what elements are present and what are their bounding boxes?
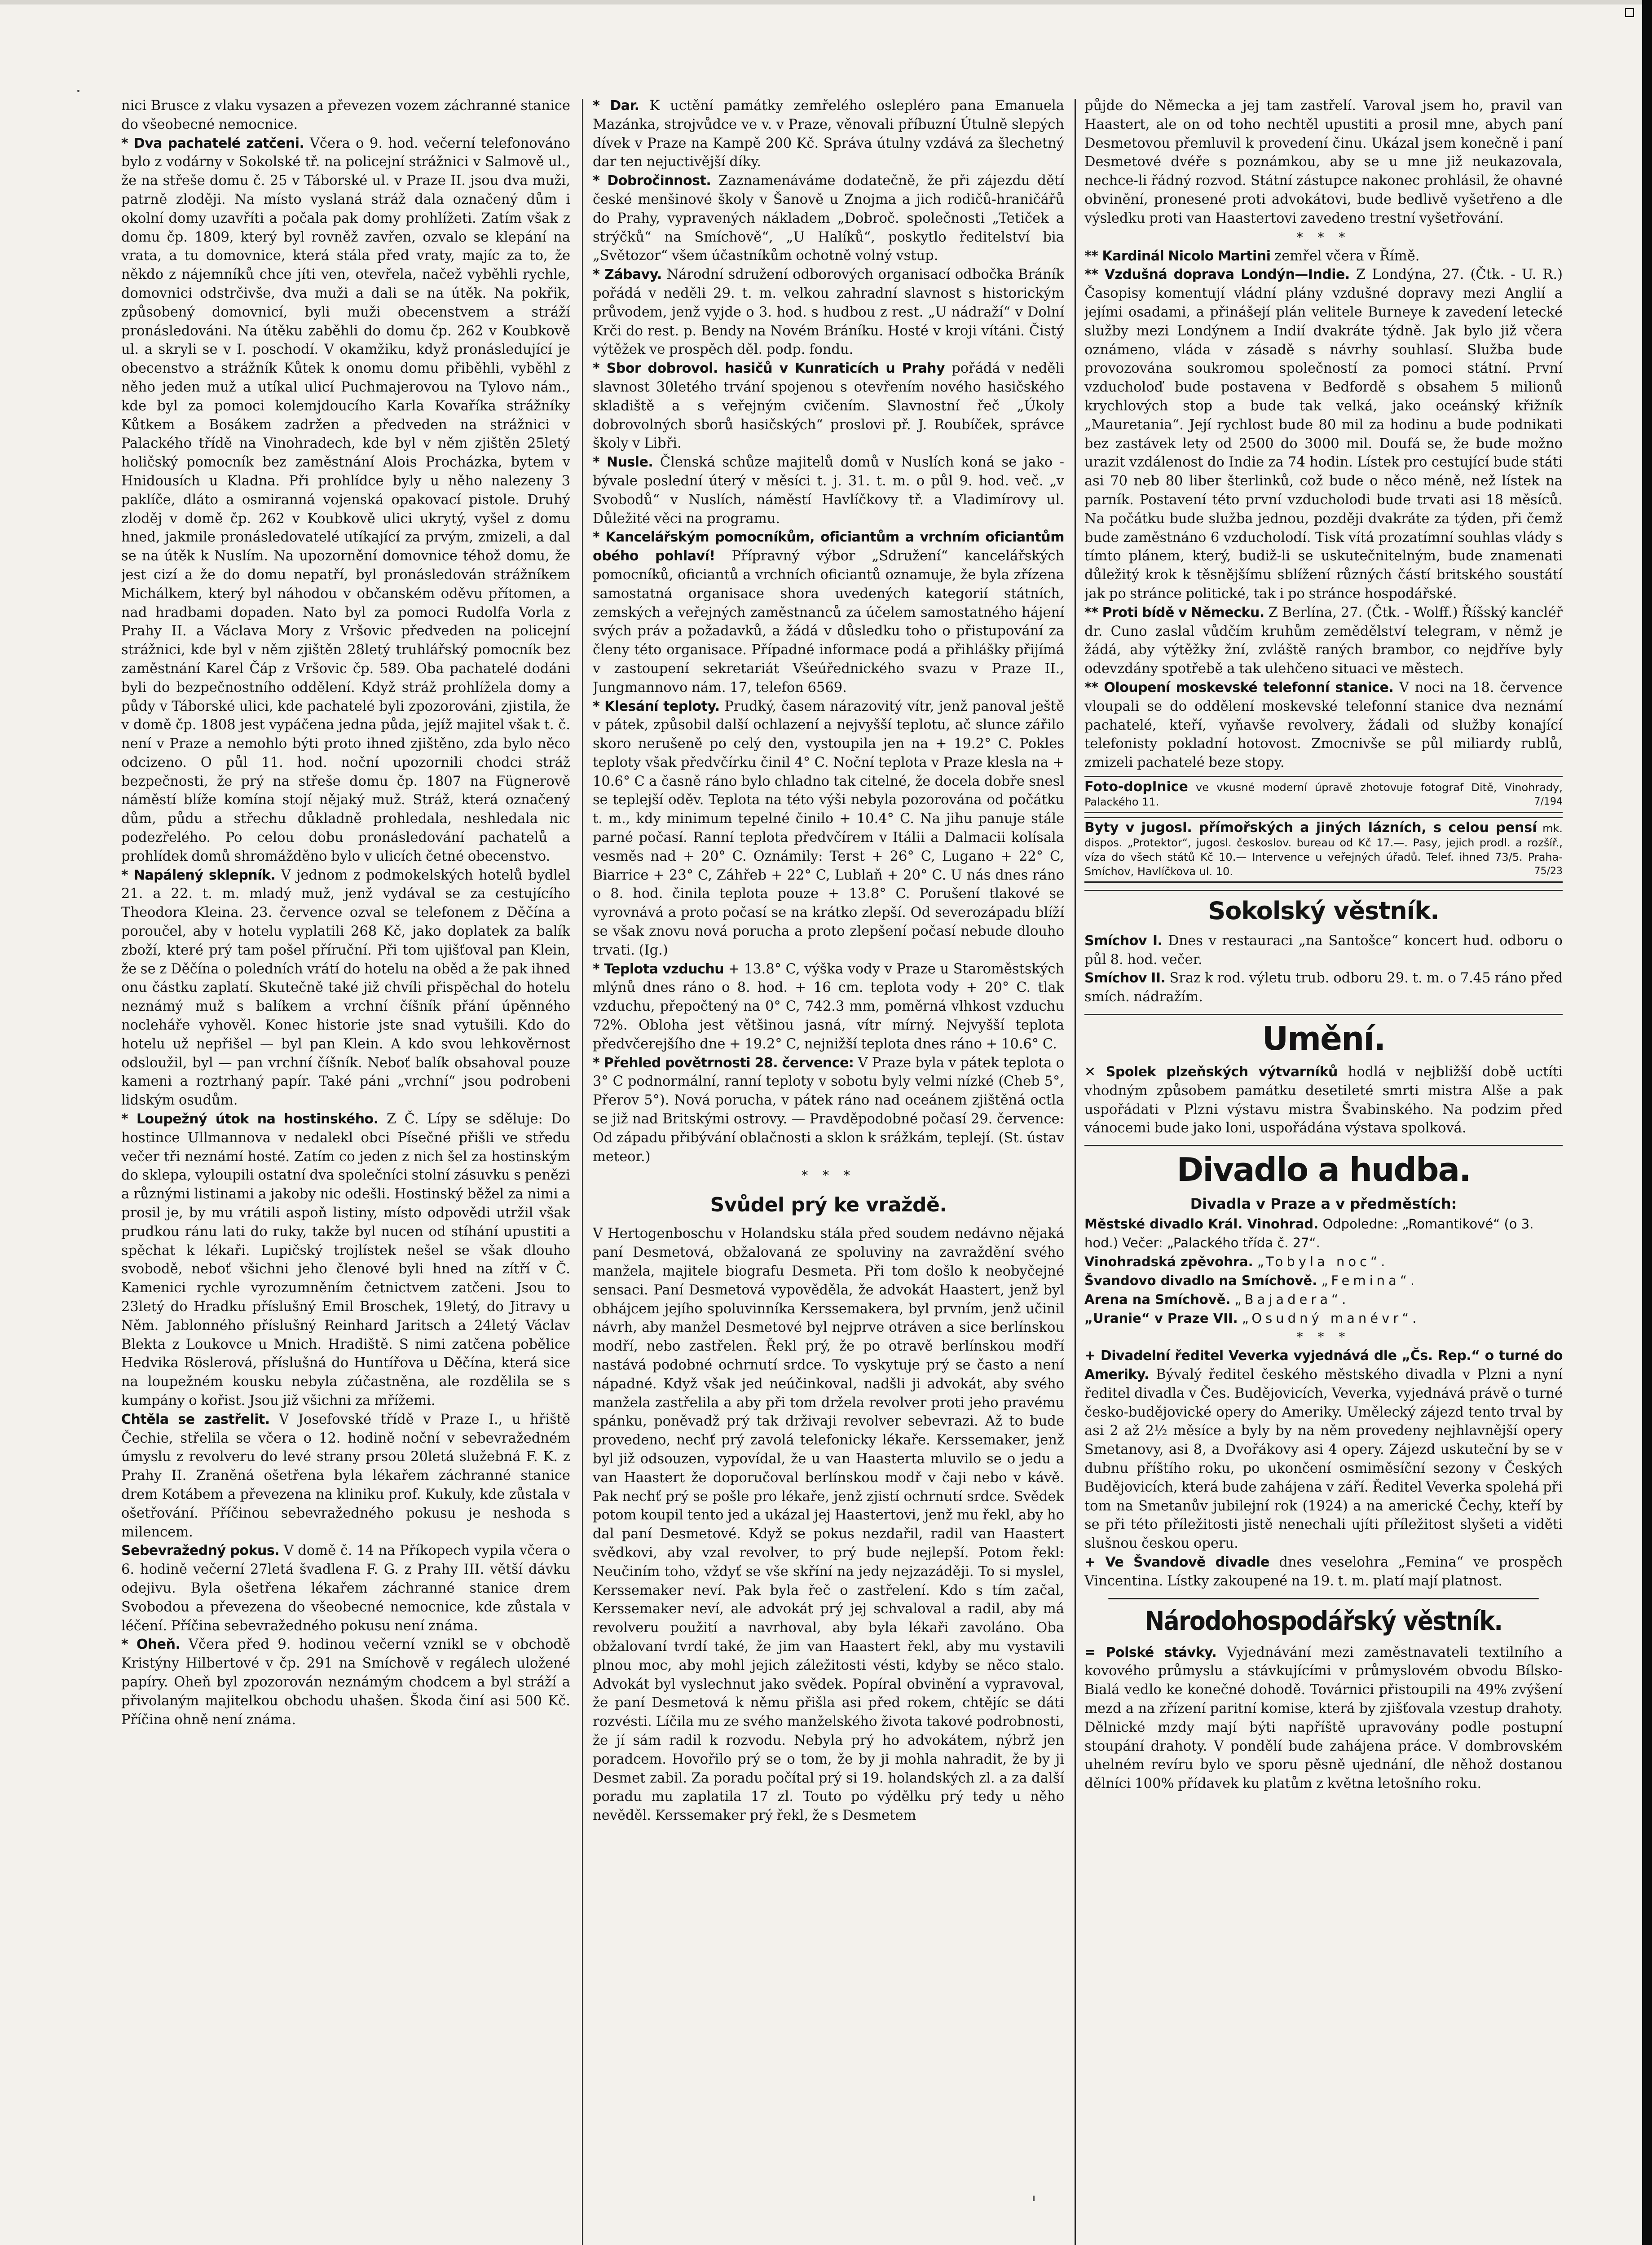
news-item: * Oheň. Včera před 9. hodinou večerní vznikl se v obchodě Kristýny Hilbertové v čp. 291 na Smíchově v regálech uložené papíry. Oheň byl zpozorován neznámým chodcem a byl stráží a přivolaným majitelkou obchodu uhašen. Škoda činí asi 500 Kč. Příčina ohně není známa. xyxy=(121,1637,570,1728)
item-headline: * Nusle. xyxy=(593,454,653,471)
news-item: * Kancelářským pomocníkům, oficiantům a vrchním oficiantům obého pohlaví! Přípravný výbor „Sdružení“ kancelářských pomocníků, oficiantů a vrchních oficiantů oznamuje, že byla zřízena samostatná organisace shora uvedených kategorií státních, zemských a veřejných zaměstnanců za účelem samostatného hájení svých práv a požadavků, a žádá v důsledku toho o přistupování za členy této organisace. Případné informace podá a přihlášky přijímá v zastoupení sekretariát Všeúřednického svazu v Praze II., Jungmannovo nám. 17, telefon 6569. xyxy=(593,529,1064,696)
theatre-listing-subheading: Divadla v Praze a v předměstích: xyxy=(1190,1195,1457,1213)
news-item: * Zábavy. Národní sdružení odborových organisací odbočka Bráník pořádá v neděli 29. t. m. velkou zahradní slavnost s historickým průvodem, jenž vyjde o 3. hod. s hudbou z rest. „U nádraží“ v Dolní Krči do rest. p. Bendy na Novém Bráníku. Hosté v kroji vítáni. Čistý výtěžek ve prospěch děl. podp. fondu. xyxy=(593,267,1064,358)
item-headline: ** Oloupení moskevské telefonní stanice. xyxy=(1084,679,1394,696)
item-headline: * Přehled povětrnosti 28. července: xyxy=(593,1055,854,1071)
news-item: + Ve Švandově divadle dnes veselohra „Femina“ ve prospěch Vincentina. Lístky zakoupené na 19. t. m. platí mají platnost. xyxy=(1084,1554,1563,1589)
page-corner-mark xyxy=(1625,8,1634,17)
news-item: * Sbor dobrovol. hasičů v Kunraticích u Prahy pořádá v neděli slavnost 30letého trvání spojenou s otevřením nového hasičského skladiště a s veřejným cvičením. Slavnostní řeč „Úkoly dobrovolných sborů hasičských“ proslovi př. J. Roubíček, správce školy v Libři. xyxy=(593,361,1064,452)
classified-ad: Byty v jugosl. přímořských a jiných lázních, s celou pensí mk. dispos. „Protektor“, jugosl. českoslov. bureau od Kč 17.—. Pasy, jejich prodl. a rozšíř., víza do všech států Kč 10.— Intervence u veřejných úřadů. Telef. ihned 73/5. Praha-Smíchov, Havlíčkova ul. 10. 75/23 xyxy=(1084,817,1563,883)
item-headline: * Teplota vzduchu xyxy=(593,961,724,977)
news-item: * Dar. K uctění památky zemřelého oslepléro pana Emanuela Mazánka, strojvůdce ve v. v Praze, věnovali příbuzní Útulně slepých dívek v Praze na Kampě 200 Kč. Správa útulny vzdává za šlechetný dar ten nejuctivější díky. xyxy=(593,98,1064,170)
item-headline: * Loupežný útok na hostinského. xyxy=(121,1111,379,1127)
theatre-listing: Arena na Smíchově. „Bajadera“. xyxy=(1084,1292,1350,1307)
theatre-listing: Městské divadlo Král. Vinohrad. Odpoledne: „Romantikové“ (o 3. hod.) Večer: „Palackého třída č. 27“. xyxy=(1084,1216,1534,1251)
item-headline: * Zábavy. xyxy=(593,267,662,283)
news-item: + Divadelní ředitel Veverka vyjednává dle „Čs. Rep.“ o turné do Ameriky. Bývalý ředitel českého městského divadla v Plzni a nyní ředitel divadla v Čes. Budějovicích, Veverka, vyjednává právě o turné česko-budějovické opery do Ameriky. Umělecký zájezd tento trval by asi 2 až 2½ měsíce a byly by na něm provedeny nejhlavnější opery Smetanovy, asi 8, a Dvořákovy asi 4 opery. Zájezd uskuteční by se v dubnu příštího roku, po ukončení osmiměsíční sezony v Českých Budějovicích, která bude zahájena v září. Ředitel Veverka spolehá při tom na Smetanův jubilejní rok (1924) a na americké Čechy, kteří by se při této příležitosti jistě nenechali ujíti příležitost slyšeti a viděti slušnou českou operu. xyxy=(1084,1348,1563,1552)
news-item: * Napálený sklepník. V jednom z podmokelských hotelů bydlel 21. a 22. t. m. mladý muž, jenž vydával se za cestujícího Theodora Kleina. 23. července ozval se telefonem z Děčína a poroučel, aby v hotelu vyplatili 268 Kč, jako doplatek za balík zboží, které prý tam pošel příruční. Při tom ujišťoval pan Klein, že se z Děčína o poledních vrátí do hotelu na oběd a že pak ihned onu částku zaplatí. Skutečně také již chvíli přispěchal do hotelu neznámý muž s balíkem a vrchní číšník přání úpěnného nocleháře vyhověl. Konec historie jste snad vytušili. Kdo do hotelu už nepřišel — byl pan Klein. A kdo svou lehkověrnost odsloužil, byl — pan vrchní číšník. Neboť balík obsahoval pouze kameni a roztrhaný papír. Také páni „vrchní“ jsou podrobeni lidským osudům. xyxy=(121,867,570,1109)
item-headline: * Oheň. xyxy=(121,1637,181,1653)
theatre-listing: Vinohradská zpěvohra. „Tobyla noc“. xyxy=(1084,1254,1389,1270)
section-heading-narodohospodarsky: Národohospodářský věstník. xyxy=(1108,1598,1539,1640)
news-item: * Nusle. Členská schůze majitelů domů v Nuslích koná se jako - bývale poslední úterý v měsíci t. j. 31. t. m. o půl 9. hod. več. „v Svobodů“ v Nuslích, náměstí Havlíčkovy tř. a Vladimírovy ul. Důležité věci na programu. xyxy=(593,454,1064,527)
classified-ad: Foto-doplnice ve vkusné moderní úpravě zhotovuje fotograf Ditě, Vinohrady, Palackého 11. 7/194 xyxy=(1084,776,1563,813)
section-heading-umeni: Umění. xyxy=(1084,1014,1563,1059)
news-item: ** Vzdušná doprava Londýn—Indie. Z Londýna, 27. (Čtk. - U. R.) Časopisy komentují vládní plány vzdušné dopravy mezi Anglií a jejími osadami, a přinášejí plán velitele Burneye k zavedení letecké služby mezi Londýnem a Indií dvakráte týdně. Jak bylo již včera oznámeno, vláda v zásadě s návrhy souhlasí. Služba bude provozována soukromou společností za pomoci státní. První vzducholoď bude postavena v Bedfordě s obsahem 5 milionů krychlových stop a bude tak velká, jako oceánský křižník „Mauretania“. Její rychlost bude 80 mil za hodinu a bude podnikati bez zastávek lety od 2500 do 3000 mil. Doufá se, že bude možno urazit vzdálenost do Indie za 74 hodin. Lístek pro cestující bude státi asi 70 neb 80 liber šterlinků, což bude o něco méně, než lístek na parník. Postavení této první vzducholodi bude trvati asi 18 měsíců. Na počátku bude služba jednou, později dvakráte za týden, při čemž bude zaměstnáno 6 vzducholodí. Tisk vítá prozatímní souhlas vlády s tímto plánem, který, budiž-li se uskutečnitelným, bude znamenati důležitý krok k těsnějšímu sblížení různých částí britského soustátí jak po stránce politické, tak i po stránce hospodářské. xyxy=(1084,267,1563,602)
separator-stars: * * * xyxy=(1296,229,1351,245)
separator-stars: * * * xyxy=(1296,1329,1351,1345)
news-item: * Teplota vzduchu + 13.8° C, výška vody v Praze u Staroměstských mlýnů dnes ráno o 8. hod. + 16 cm. teplota vody + 20° C. tlak vzduchu, přepočtený na 0° C, 742.3 mm, poměrná vlhkost vzduchu 72%. Obloha jest většinou jasná, vítr mírný. Nejvyšší teplota předvčerejšího dne + 19.2° C, nejnižší teplota dnes ráno + 10.6° C. xyxy=(593,961,1064,1052)
column-rule xyxy=(1075,99,1076,2245)
item-headline: Sebevražedný pokus. xyxy=(121,1543,280,1559)
item-headline: * Dobročinnost. xyxy=(593,173,711,189)
theatre-listing: Švandovo divadlo na Smíchově. „Femina“. xyxy=(1084,1273,1419,1289)
news-item: ✕ Spolek plzeňských výtvarníků hodlá v nejbližší době uctíti vhodným způsobem památku desetileté smrti mistra Alše a pak uspořádati v Plzni výstavu mistra Švabinského. Na podzim před vánocemi bude jako loni, uspořádána výstava spolková. xyxy=(1084,1064,1563,1136)
item-headline: * Dva pachatelé zatčeni. xyxy=(121,135,304,151)
item-headline: * Kancelářským pomocníkům, oficiantům a vrchním oficiantům obého pohlaví! xyxy=(593,529,1064,564)
news-item: ** Oloupení moskevské telefonní stanice. V noci na 18. července vloupali se do oddělení moskevské telefonní stanice dva neznámí pachatelé, kteří, vyňavše revolvery, žádali od služby konající telefonisty pokladní hotovost. Zmocnivše se půl miliardy rublů, zmizeli pachatelé beze stopy. xyxy=(1084,679,1563,771)
item-headline: ** Vzdušná doprava Londýn—Indie. xyxy=(1084,267,1350,283)
news-item: Smíchov I. Dnes v restauraci „na Santošce“ koncert hud. odboru o půl 8. hod. večer. xyxy=(1084,933,1563,968)
item-headline: * Klesání teploty. xyxy=(593,698,720,714)
news-item: ** Kardinál Nicolo Martini zemřel včera v Římě. xyxy=(1084,248,1420,264)
article-body: V Hertogenboschu v Holandsku stála před soudem nedávno nějaká paní Desmetová, obžalovaná ze spoluviny na zavraždění svého manžela, majitele biografu Desmeta. Při tom došlo k neobyčejné sensaci. Paní Desmetová vypověděla, že advokát Haastert, jenž byl obhájcem jejího spoluvinníka Kerssemakera, byl prvním, jenž učinil návrh, aby manžel Desmetové byl nejprve otráven a sice berlínskou modří, nebo zastřelen. Řekl prý, že po otravě berlínskou modří nastává podobné ochrnutí srdce. To vyskytuje prý se často a není nápadné. Když však jed neúčinkoval, nadšli ji advokát, aby svého manžela zastřelila a aby při tom držela revolver proti jeho pravému spánku, poněvadž prý tak drživaji revolver sebevrazi. Až to bude provedeno, nechť prý zavolá telefonicky lékaře. Kerssemaker, jenž byl již odsouzen, vypovídal, že u van Haasterta mluvilo se o jedu a van Haastert že doporučoval berlínskou modř v čaji nebo v kávě. Pak nechť prý se pošle pro lékaře, jenž zjistí ochrnutí srdce. Svědek potom koupil tento jed a ukázal jej Haastertovi, jenž mu řekl, aby ho dal paní Desmetové. Když se pokus nezdařil, radil van Haastert svědkovi, aby vzal revolver, to prý bude nejlepší. Potom řekl: Neučiním toho, vždyť se vše skříní na jedy nejzazáději. To si myslel, Kerssemaker neví. Pak byla řeč o zastřelení. Kdo s tím začal, Kerssemaker neví, ale advokát prý jej schvaloval a radil, aby má revolveru použití a navrhoval, aby byla lékaři zavoláno. Oba obžalovaní tvrdí také, že jim van Haastert řekl, aby mu vystavili plnou moc, aby mohl jejich záležitosti vésti, kdyby se něco stalo. Advokát byl vyslechnut jako svědek. Popíral obvinění a vypravoval, že paní Desmetová k němu přišla asi před rokem, chtějíc se dáti rozvésti. Líčila mu ze svého manželského života takové podrobnosti, že jí sám radil k rozvodu. Nebyla prý ho advokátem, nýbrž jen poradcem. Hovořilo prý se o tom, že by ji mohla nahradit, že by ji Desmet zabil. Za poradu počítal prý si 19. holandských zl. a za další poradu mu zaplatila 17 zl. Touto po výdělku prý tedy u něho nevěděl. Kerssemaker prý řekl, že s Desmetem xyxy=(593,1226,1064,1824)
news-item: Sebevražedný pokus. V domě č. 14 na Příkopech vypila včera o 6. hodině večerní 27letá švadlena F. G. z Prahy III. větší dávku odejivu. Byla ošetřena lékařem záchranné stanice drem Svobodou a převezena do všeobecné nemocnice, kde zůstala v léčení. Příčina sebevražedného pokusu není známa. xyxy=(121,1543,570,1634)
scan-speck xyxy=(77,90,79,92)
scan-right-border xyxy=(1642,0,1652,2245)
section-heading-sokol: Sokolský věstník. xyxy=(1084,890,1563,928)
news-item: ** Proti bídě v Německu. Z Berlína, 27. (Čtk. - Wolff.) Říšský kancléř dr. Cuno zaslal vůdčím kruhům zemědělství telegram, v němž je žádá, aby výtěžky žní, zvláště raných brambor, co nejdříve byly odevzdány spotřebě a tak ulehčeno situaci ve městech. xyxy=(1084,604,1563,677)
news-item: nici Brusce z vlaku vysazen a převezen vozem záchranné stanice do všeobecné nemocnice. xyxy=(121,98,570,132)
article-headline: Svůdel prý ke vraždě. xyxy=(710,1193,947,1217)
news-item: * Dobročinnost. Zaznamenáváme dodatečně, že při zájezdu dětí české menšinové školy v Šanově u Znojma a jich rodičů-hraničářů do Prahy, vypravených nákladem „Dobroč. společnosti „Tetiček a strýčků“ na Smíchově“, „U Halíků“, poskytlo ředitelství bia „Světozor“ všem účastníkům ochotně volný vstup. xyxy=(593,173,1064,264)
section-heading-divadlo: Divadlo a hudba. xyxy=(1084,1145,1563,1190)
item-headline: * Sbor dobrovol. hasičů v Kunraticích u Prahy xyxy=(593,361,945,377)
news-item: Smíchov II. Sraz k rod. výletu trub. odboru 29. t. m. o 7.45 ráno před smích. nádražím. xyxy=(1084,970,1563,1005)
news-item: * Loupežný útok na hostinského. Z Č. Lípy se sděluje: Do hostince Ullmannova v nedalekl obci Písečné přišli ve středu večer tři neznámí hosté. Zatím co jeden z nich šel za hostinským do sklepa, vyloupili ostatní dva společníci stolní zásuvku s penězi a různými listinami a jakoby nic odešli. Hostinský běžel za nimi a prosil je, by mu vrátili aspoň listiny, místo odpovědi utržil však prudkou ránu lati do ruky, takže byl nucen od stíhání upustiti a spěchat k lékaři. Lupičský trojlístek nešel se však dlouho svobodě, neboť všichni jeho členové byli hned na zítří v Č. Kamenici rychle vyrozumněním četnictvem zatčeni. Jsou to 23letý do Hradku příslušný Emil Broschek, 19letý, do Jitravy u Něm. Jablonného příslušný Reinhard Jaritsch a 24letý Václav Blekta z Loukovce u Mnich. Hradiště. S nimi zatčena pobělice Hedvika Röslerová, příslušná do Huntířova u Děčína, která sice na loupežném kousku nebyla zúčastněna, ale rozdělila se s kumpány o kořist. Jsou již všichni za mřížemi. xyxy=(121,1111,570,1409)
news-item: * Dva pachatelé zatčeni. Včera o 9. hod. večerní telefonováno bylo z vodárny v Sokolské tř. na policejní strážnici v Salmově ul., že na střeše domu č. 25 v Táborské ul. v Praze II. jsou dva muži, patrně zloději. Na místo vyslaná stráž dala označený dům i okolní domy uzavříti a počala pak domy prohlížeti. Zatím však z domu čp. 1809, který byl rovněž zavřen, ozvalo se klepání na vrata, a tu domovnice, která stála před vraty, majíc za to, že někdo z nájemníků chce jíti ven, otevřela, načež vyběhli rychle, domovnici odstrčivše, dva muži a dali se na útěk. Na pokřik, způsobený domovnicí, byli muži obecenstvem a stráží pronásledováni. Na útěku zaběhli do domu čp. 262 v Koubkově ul. a skryli se v I. poschodí. V okamžiku, když pronásledující je obecenstvo a strážník Kůtek k onomu domu přiběhli, vyběhl z něho jeden muž a utíkal ulicí Puchmajerovou na Tylovo nám., kde byl za pomoci kolemjdoucího Karla Kovaříka strážníky Kůtkem a Bosákem zadržen a předveden na strážnici v Palackého třídě na Vinohradech, kde byl v něm zjištěn 25letý holičský pomocník bez zaměstnání Alois Procházka, bytem v Hnidousích u Kladna. Při prohlídce byly u něho nalezeny 3 paklíče, dláto a osmiranná vojenská opakovací pistole. Druhý zloděj v domě čp. 262 v Koubkově ulici ukrytý, vyšel z domu hned, jakmile pronásledovatelé utíkající za prvým, zmizeli, a dal se na útěk k Nuslím. Na upozornění domovnice téhož domu, že jest cizí a že do domu nepatří, byl pronásledován strážníkem Michálkem, který byl náhodou v občanském oděvu přítomen, a nad hradbami dopaden. Nato byl za pomoci Rudolfa Vorla z Prahy II. a Václava Mory z Vršovic předveden na policejní strážnici, kde byl v něm zjištěn 28letý truhlářský pomocník bez zaměstnání Karel Čáp z Vršovic čp. 589. Oba pachatelé dodáni byli do bezpečnostního oddělení. Když stráž prohlížela domy a půdy v Táborské ulici, kde pachatelé byli zpozorováni, zjistila, že v domě čp. 1808 jest vypáčena jedna půda, jejíž majitel však t. č. není v Praze a nemohlo býti proto ihned zjištěno, zda bylo něco odcizeno. O půl 11. hod. noční upozornili chodci stráž bezpečnosti, že prý na střeše domu čp. 1807 na Fügnerově náměstí blíže komína stojí nějaký muž. Stráž, která označený dům, půdu a střechu důkladně prohledala, neshledala nic podezřelého. Po celou dobu pronásledování pachatelů a prohlídek domů shromážděno bylo v ulicích četné obecenstvo. xyxy=(121,135,570,864)
item-headline: Chtěla se zastřelit. xyxy=(121,1411,270,1427)
column-rule xyxy=(582,99,583,2245)
item-headline: ** Kardinál Nicolo Martini xyxy=(1084,248,1271,264)
separator-stars: * * * xyxy=(802,1168,855,1183)
column-left xyxy=(121,97,570,2245)
page-top-edge xyxy=(0,0,1652,4)
item-headline: * Napálený sklepník. xyxy=(121,867,276,883)
news-item: = Polské stávky. Vyjednávání mezi zaměstnavateli textilního a kovového průmyslu a stávkujícími v průmyslovém obvodu Bílsko-Bialá vedlo ke konečné dohodě. Továrnici přistoupili na 49% zvýšení mezd a na zřízení paritní komise, která by zjišťovala vzestup drahoty. Dělnické mzdy mají býti napříště upravovány podle postupní stoupání drahoty. V pondělí bude zahájena práce. V dombrovském uhelném revíru bylo ve sporu pěsně ujednání, dle něhož dostanou dělníci 100% přídavek ku platům z května letošního roku. xyxy=(1084,1644,1563,1792)
theatre-listing: „Uranie“ v Praze VII. „Osudný manévr“. xyxy=(1084,1311,1420,1326)
column-right xyxy=(1084,97,1563,2245)
item-headline: * Dar. xyxy=(593,98,639,114)
news-item: Chtěla se zastřelit. V Josefovské třídě v Praze I., u hřiště Čechie, střelila se včera o 12. hodině noční v sebevražedném úmyslu z revolveru do levé strany prsou 20letá služebná F. K. z Prahy II. Zraněná ošetřena byla lékařem záchranné stanice drem Kotábem a převezena na kliniku prof. Kukuly, kde zůstala v ošetřování. Příčinou sebevražedného pokusu je neshoda s milencem. xyxy=(121,1411,570,1540)
article-body-continued: půjde do Německa a jej tam zastřelí. Varoval jsem ho, pravil van Haastert, ale on od toho nechtěl upustiti a prosil mne, abych paní Desmetovou přemluvil k provedení činu. Ukázal jsem konečně i paní Desmetové dvéře s poznámkou, aby se u mne již neukazovala, nechce-li řádný rozvod. Státní zástupce nakonec prohlásil, že ohavné obvinění, pronesené proti advokátovi, bude bedlivě vyšetřeno a dle výsledku proti van Haastertovi zavedeno trestní vyšetřování. xyxy=(1084,98,1563,226)
item-headline: ** Proti bídě v Německu. xyxy=(1084,604,1264,621)
news-item: * Přehled povětrnosti 28. července: V Praze byla v pátek teplota o 3° C podnormální, ranní teploty v sobotu byly velmi nízké (Cheb 5°, Přerov 5°). Nová porucha, v pátek ráno nad oceánem zjištěná octla se již nad Britskými ostrovy. — Pravděpodobné počasí 29. července: Od západu přibývání oblačnosti a sklon k srážkám, teplejí. (St. ústav meteor.) xyxy=(593,1055,1064,1165)
column-middle xyxy=(593,97,1064,2245)
news-item: * Klesání teploty. Prudký, časem nárazovitý vítr, jenž panoval ještě v pátek, způsobil další ochlazení a nejvyšší teplotu, ač slunce zářilo skoro nerušeně po celý den, vystoupila jen na + 19.2° C. Pokles teploty však předvčírku činil 4° C. Noční teplota v Praze klesla na + 10.6° C a časně ráno bylo chladno tak citelné, že docela dobře snesl se teplejší oděv. Teplota na této výši nebyla pozorována od počátku t. m., kdy minimum tepelné činilo + 10.4° C. Na jihu panuje stále parné počasí. Ranní teplota předvčírem v Itálii a Dalmacii kolísala vesměs nad + 20° C. Oznámily: Terst + 26° C, Lugano + 22° C, Biarrice + 23° C, Záhřeb + 22° C, Lublaň + 20° C. U nás dnes ráno o 8. hod. činila teplota pouze + 13.8° C. Porušení tlakové se vyrovnává a proto počasí se na krátko zlepší. Od severozápadu blíží se však znovu nová porucha a proto zlepšení počasí nebude dlouho trvati. (Ig.) xyxy=(593,698,1064,958)
